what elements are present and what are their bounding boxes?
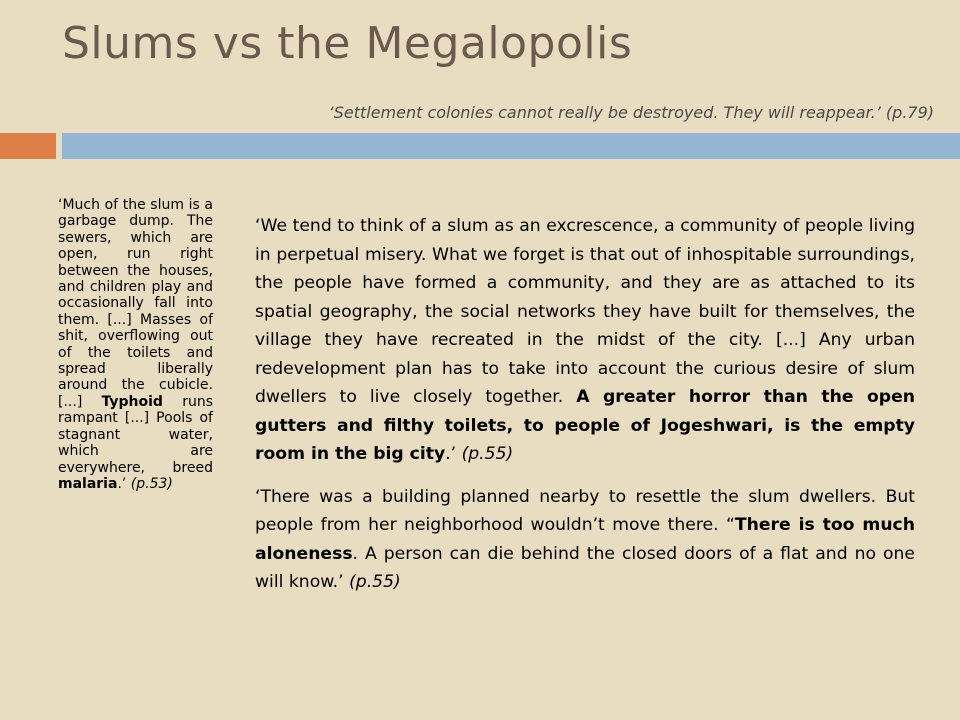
left-quote-bold-malaria: malaria [58, 475, 118, 492]
right-quote-paragraph-2 [255, 483, 915, 597]
accent-bar-orange [0, 133, 56, 159]
right-quote-1-citation: (p.55) [461, 444, 514, 464]
right-quote-1-end: .’ [445, 444, 462, 464]
right-quote-2-text: ‘There was a building planned nearby to resettle the slum dwellers. But people from her neighborhood wouldn’t move there. “ [255, 486, 915, 535]
left-quote-paragraph [58, 197, 213, 492]
right-quote-2-bold: There is too much aloneness [255, 515, 915, 564]
accent-bar-blue [62, 133, 960, 159]
left-quote-bold-typhoid: Typhoid [101, 393, 163, 410]
right-quote-paragraph-1 [255, 212, 915, 469]
right-quote-2-end: . A person can die behind the closed doors of a flat and no one will know.’ [255, 543, 915, 592]
right-quote-2-citation: (p.55) [349, 572, 401, 592]
right-quote-block [255, 212, 915, 597]
right-quote-1-bold: A greater horror than the open gutters and filthy toilets, to people of Jogeshwari, is the empty room in the big city [255, 387, 915, 464]
left-quote-text-1: ‘Much of the slum is a garbage dump. The sewers, which are open, run right between the houses, and children play and occasionally fall into them. [...] Masses of shit, overflowing out of the toilets and spread liberally around the cubicle. [...] [58, 197, 213, 410]
left-quote-block [58, 197, 213, 492]
slide-title: Slums vs the Megalopolis [62, 18, 633, 69]
left-quote-citation: (p.53) [130, 475, 173, 492]
left-quote-text-2: runs rampant [...] Pools of stagnant water, which are everywhere, breed [58, 393, 213, 476]
left-quote-text-3: .’ [117, 475, 131, 492]
right-quote-1-text: ‘We tend to think of a slum as an excrescence, a community of people living in perpetual misery. What we forget is that out of inhospitable surroundings, the people have formed a community, and they are as attached to its spatial geography, the social networks they have built for themselves, the village they have recreated in the midst of the city. [...] Any urban redevelopment plan has to take into account the curious desire of slum dwellers to live closely together. [255, 216, 915, 407]
slide-subtitle-quote: ‘Settlement colonies cannot really be destroyed. They will reappear.’ (p.79) [328, 103, 934, 122]
